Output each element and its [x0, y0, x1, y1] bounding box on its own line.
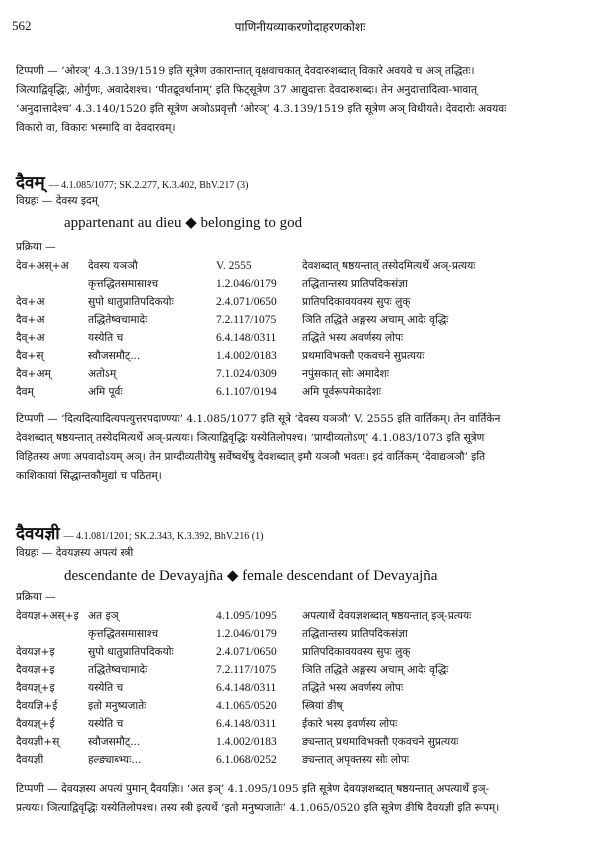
entry-note: [16, 780, 584, 818]
entry-heading: [16, 521, 584, 544]
sutra-text: अमि पूर्वः: [88, 386, 123, 398]
prakriya-form: देव+अस्+अ: [16, 260, 69, 272]
note-line: ‘अनुदात्तादेश्च’ 4.3.140/1520 इति सूत्रेण अञोऽप्रवृत्तौ ‘ओरञ्’ 4.3.139/1519 इति सूत्रेण अञ् विधीयते। देवदारोः अवयवः: [16, 103, 507, 115]
prakriya-row: [16, 643, 584, 661]
prakriya-row: [16, 625, 584, 643]
headword-references: — 4.1.085/1077; SK.2.277, K.3.402, BhV.217 (3): [48, 180, 249, 191]
prakriya-row: [16, 751, 584, 769]
operation-description: ञिति तद्धिते अङ्गस्य अचाम् आदेः वृद्धिः: [302, 314, 449, 326]
operation-description: ईकारे भस्य इवर्णस्य लोपः: [302, 718, 398, 730]
prakriya-form: दैव+अ: [16, 314, 45, 326]
prakriya-label: प्रक्रिया —: [16, 241, 56, 253]
sutra-number: 1.4.002/0183: [216, 736, 277, 748]
prakriya-form: देवयज्ञ+अस्+इ: [16, 610, 79, 622]
prakriya-row: [16, 257, 584, 275]
prakriya-form: दैवयज्ञ्+ई: [16, 718, 55, 730]
note-line: टिप्पणी — देवयज्ञस्य अपत्यं पुमान् दैवयज्ञिः। ‘अत इञ्’ 4.1.095/1095 इति सूत्रेण देवयज्ञशब्दात् षष्ठयन्तात् अपत्यार्थे इञ्-: [16, 783, 490, 795]
prakriya-row: [16, 733, 584, 751]
page-header: [12, 18, 588, 34]
sutra-number: V. 2555: [216, 260, 252, 272]
note-line: विहितस्य अणः अपवादोऽयम् अञ्। तेन प्राग्दीव्यतीयेषु सर्वेष्वर्थेषु देवशब्दात् इमौ यञञौ भवतः। इदं वार्तिकम् ‘देवाद्यञञौ’ इति: [16, 451, 486, 463]
sutra-number: 4.1.065/0520: [216, 700, 277, 712]
sutra-text: कृत्तद्धितसमासाश्च: [88, 278, 159, 290]
prakriya-row: [16, 661, 584, 679]
prakriya-row: [16, 607, 584, 625]
prakriya-form: [16, 275, 88, 293]
sutra-number: 6.1.068/0252: [216, 754, 277, 766]
entry-heading: [16, 170, 584, 193]
prakriya-form: दैव+अम्: [16, 368, 51, 380]
prakriya-row: [16, 697, 584, 715]
note-line: टिप्पणी — ‘ओरञ्’ 4.3.139/1519 इति सूत्रेण उकारान्तात् वृक्षवाचकात् देवदारुशब्दात् विकारे अवयवे च अञ् तद्धितः।: [16, 65, 475, 77]
operation-description: तद्धितान्तस्य प्रातिपदिकसंज्ञा: [302, 278, 408, 290]
sutra-number: 2.4.071/0650: [216, 296, 277, 308]
sutra-number: 1.2.046/0179: [216, 278, 277, 290]
sutra-text: अत इञ्: [88, 610, 119, 622]
sutra-number: 7.1.024/0309: [216, 368, 277, 380]
headword: दैवयज्ञी: [16, 524, 60, 544]
prakriya-form: दैवयज्ञि+ई: [16, 700, 58, 712]
operation-description: तद्धितान्तस्य प्रातिपदिकसंज्ञा: [302, 628, 408, 640]
operation-description: देवशब्दात् षष्ठयन्तात् तस्येदमित्यर्थे अञ्-प्रत्ययः: [302, 260, 476, 272]
prakriya-form: दैवयज्ञ्+इ: [16, 682, 55, 694]
sutra-text: हल्ङ्याब्भ्यः...: [88, 754, 142, 766]
prakriya-table: [16, 607, 584, 769]
note-line: देवशब्दात् षष्ठयन्तात् तस्येदमित्यर्थे अञ्-प्रत्ययः। ञित्याद्विवृद्धिः यस्येतिलोपश्च। ‘प्राग्दीव्यतोऽण्’ 4.1.083/1073 इति सूत्रेण: [16, 432, 485, 444]
headword: दैवम्: [16, 173, 45, 193]
operation-description: तद्धिते भस्य अवर्णस्य लोपः: [302, 332, 404, 344]
note-line: टिप्पणी — ‘दित्यदित्यादित्यपत्युत्तरपदाण्ण्यः’ 4.1.085/1077 इति सूत्रे ‘देवस्य यञञौ’ V. 2555 इति वार्तिकम्। तेन वार्तिकेन: [16, 413, 501, 425]
operation-description: नपुंसकात् सोः अमादेशः: [302, 368, 389, 380]
top-note: [16, 62, 584, 138]
prakriya-row: [16, 293, 584, 311]
prakriya-form: दैव्+अ: [16, 332, 45, 344]
prakriya-form: दैव+स्: [16, 350, 44, 362]
sutra-number: 1.4.002/0183: [216, 350, 277, 362]
vigraha: विग्रहः — देवयज्ञस्य अपत्यं स्त्री: [16, 547, 134, 559]
sutra-text: यस्येति च: [88, 682, 124, 694]
prakriya-row: [16, 365, 584, 383]
sutra-number: 7.2.117/1075: [216, 664, 277, 676]
sutra-text: सुपो धातुप्रातिपदिकयोः: [88, 296, 174, 308]
prakriya-form: देव+अ: [16, 296, 45, 308]
prakriya-table: [16, 257, 584, 401]
sutra-number: 6.1.107/0194: [216, 386, 277, 398]
sutra-number: 6.4.148/0311: [216, 332, 277, 344]
sutra-text: स्वौजसमौट्...: [88, 350, 141, 362]
sutra-text: यस्येति च: [88, 718, 124, 730]
sutra-number: 6.4.148/0311: [216, 682, 277, 694]
prakriya-form: दैवयज्ञी+स्: [16, 736, 60, 748]
prakriya-row: [16, 347, 584, 365]
sutra-number: 1.2.046/0179: [216, 628, 277, 640]
operation-description: प्रथमाविभक्तौ एकवचने सुप्रत्ययः: [302, 350, 425, 362]
note-line: काशिकायां सिद्धान्तकौमुद्यां च पठितम्।: [16, 470, 162, 482]
operation-description: प्रातिपदिकावयवस्य सुपः लुक्: [302, 646, 411, 658]
sutra-text: कृत्तद्धितसमासाश्च: [88, 628, 159, 640]
translation: descendante de Devayajña ◆ female descendant of Devayajña: [64, 568, 438, 584]
sutra-number: 2.4.071/0650: [216, 646, 277, 658]
sutra-text: तद्धितेष्वचामादेः: [88, 314, 148, 326]
prakriya-form: दैवयज्ञ+इ: [16, 664, 55, 676]
prakriya-row: [16, 329, 584, 347]
page-number: 562: [12, 18, 32, 33]
sutra-text: यस्येति च: [88, 332, 124, 344]
note-line: प्रत्ययः। ञित्याद्विवृद्धिः यस्येतिलोपश्च। तस्य स्त्री इत्यर्थे ‘इतो मनुष्यजातेः’ 4.1.065/0520 इति सूत्रेण ङीषि दैवयज्ञी इति रूपम्।: [16, 802, 500, 814]
operation-description: अमि पूर्वरूपमेकादेशः: [302, 386, 381, 398]
prakriya-row: [16, 383, 584, 401]
sutra-text: तद्धितेष्वचामादेः: [88, 664, 148, 676]
prakriya-label: प्रक्रिया —: [16, 591, 56, 603]
operation-description: प्रातिपदिकावयवस्य सुपः लुक्: [302, 296, 411, 308]
entry-note: [16, 410, 584, 486]
operation-description: ङ्यन्तात् प्रथमाविभक्तौ एकवचने सुप्रत्ययः: [302, 736, 459, 748]
running-title: पाणिनीयव्याकरणोदाहरणकोशः: [234, 20, 366, 34]
vigraha: विग्रहः — देवस्य इदम्: [16, 195, 99, 207]
operation-description: स्त्रियां ङीष्: [302, 700, 343, 712]
operation-description: ङ्यन्तात् अपृक्तस्य सोः लोपः: [302, 754, 410, 766]
operation-description: तद्धिते भस्य अवर्णस्य लोपः: [302, 682, 404, 694]
operation-description: अपत्यार्थे देवयज्ञशब्दात् षष्ठयन्तात् इञ्-प्रत्ययः: [302, 610, 472, 622]
sutra-number: 6.4.148/0311: [216, 718, 277, 730]
prakriya-row: [16, 679, 584, 697]
note-line: विकारो वा, विकारः भस्मादि वा देवदारवम्।: [16, 122, 176, 134]
prakriya-form: दैवम्: [16, 386, 34, 398]
sutra-text: देवस्य यञञौ: [88, 260, 138, 272]
sutra-number: 4.1.095/1095: [216, 610, 277, 622]
sutra-text: अतोऽम्: [88, 368, 117, 380]
sutra-text: स्वौजसमौट्...: [88, 736, 141, 748]
translation: appartenant au dieu ◆ belonging to god: [64, 215, 303, 231]
prakriya-form: [16, 625, 88, 643]
sutra-text: सुपो धातुप्रातिपदिकयोः: [88, 646, 174, 658]
note-line: ञित्याद्विवृद्धिः, ओर्गुणः, अवादेशश्च। ‘पीतद्रूवर्थानाम्’ इति फिट्सूत्रेण 37 आद्युदात्तः देवदारुशब्दः। तेन अनुदात्तादित्वा-भावात्: [16, 84, 477, 96]
headword-references: — 4.1.081/1201; SK.2.343, K.3.392, BhV.216 (1): [63, 531, 264, 542]
prakriya-row: [16, 275, 584, 293]
sutra-number: 7.2.117/1075: [216, 314, 277, 326]
prakriya-row: [16, 715, 584, 733]
operation-description: ञिति तद्धिते अङ्गस्य अचाम् आदेः वृद्धिः: [302, 664, 449, 676]
prakriya-row: [16, 311, 584, 329]
prakriya-form: देवयज्ञ+इ: [16, 646, 55, 658]
prakriya-form: दैवयज्ञी: [16, 754, 44, 766]
sutra-text: इतो मनुष्यजातेः: [88, 700, 147, 712]
